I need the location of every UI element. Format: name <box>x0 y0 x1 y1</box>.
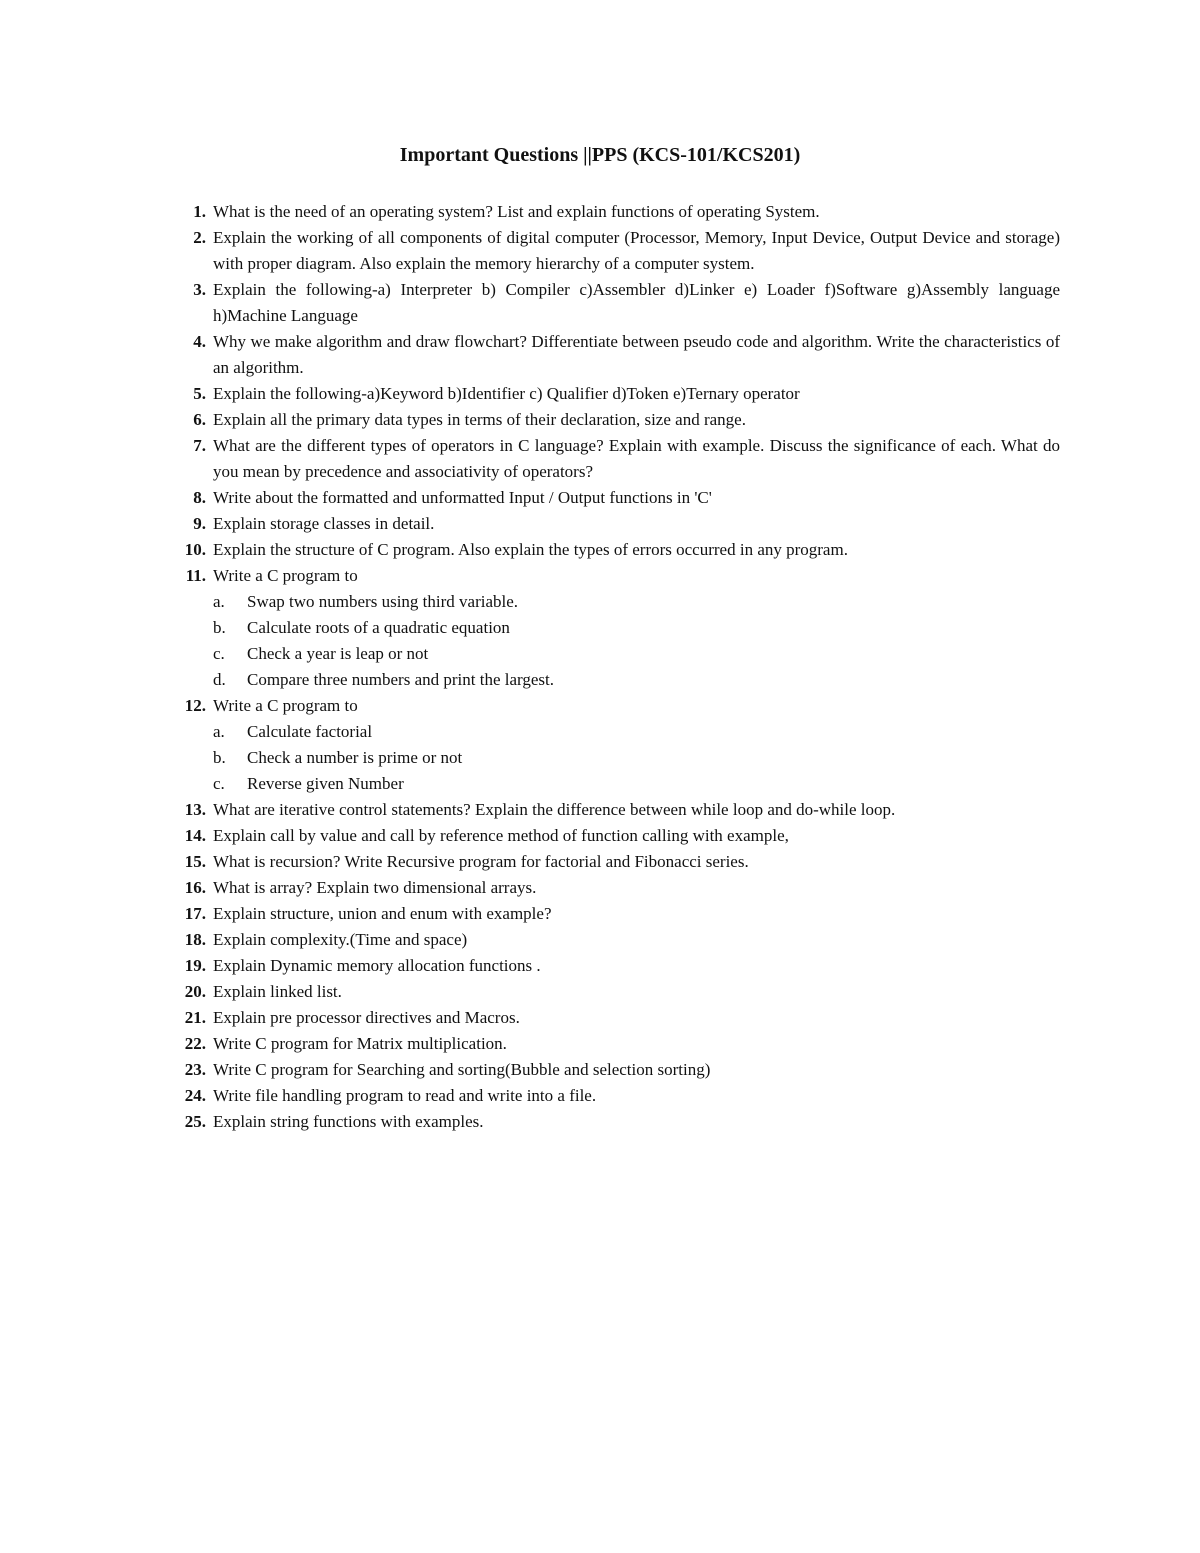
sub-question-text: Calculate roots of a quadratic equation <box>247 618 510 637</box>
question-item <box>168 953 1060 979</box>
question-item <box>168 1005 1060 1031</box>
question-number: 11. <box>185 566 206 585</box>
question-text: Explain the following-a) Interpreter b) Compiler c)Assembler d)Linker e) Loader f)Software g)Assembly language h)Machine Language <box>213 280 1060 325</box>
sub-question-text: Reverse given Number <box>247 774 404 793</box>
question-item <box>168 1083 1060 1109</box>
question-number: 20. <box>184 982 206 1001</box>
sub-question-letter: a. <box>213 722 225 741</box>
question-number: 6. <box>193 410 206 429</box>
question-text: Explain linked list. <box>213 982 342 1001</box>
question-number: 22. <box>184 1034 206 1053</box>
question-text: Explain the working of all components of digital computer (Processor, Memory, Input Device, Output Device and storage) with proper diagram. Also explain the memory hierarchy of a computer system. <box>213 228 1060 273</box>
question-number: 2. <box>193 228 206 247</box>
sub-question-list <box>213 719 1060 797</box>
question-text: What are iterative control statements? Explain the difference between while loop and do-while loop. <box>213 800 896 819</box>
question-text: What is array? Explain two dimensional arrays. <box>213 878 537 897</box>
sub-question-letter: b. <box>213 618 226 637</box>
question-text: What is recursion? Write Recursive program for factorial and Fibonacci series. <box>213 852 749 871</box>
question-item <box>168 823 1060 849</box>
page-title: Important Questions ||PPS (KCS-101/KCS201) <box>399 144 801 166</box>
question-item <box>168 563 1060 693</box>
question-number: 4. <box>193 332 206 351</box>
question-text: Why we make algorithm and draw flowchart? Differentiate between pseudo code and algorithm. Write the characteristics of an algorithm. <box>213 332 1060 377</box>
question-text: Explain complexity.(Time and space) <box>213 930 468 949</box>
question-number: 7. <box>193 436 206 455</box>
question-item <box>168 927 1060 953</box>
sub-question-letter: b. <box>213 748 226 767</box>
sub-question-letter: d. <box>213 670 226 689</box>
question-item <box>168 381 1060 407</box>
question-item <box>168 875 1060 901</box>
question-item <box>168 407 1060 433</box>
sub-question-letter: c. <box>213 644 225 663</box>
question-item <box>168 511 1060 537</box>
question-text: Explain all the primary data types in terms of their declaration, size and range. <box>213 410 746 429</box>
question-number: 15. <box>184 852 206 871</box>
question-text: Explain storage classes in detail. <box>213 514 435 533</box>
question-text: Explain pre processor directives and Macros. <box>213 1008 520 1027</box>
question-text: Write about the formatted and unformatted Input / Output functions in 'C' <box>213 488 712 507</box>
question-number: 1. <box>193 202 206 221</box>
question-number: 23. <box>184 1060 206 1079</box>
sub-question-text: Calculate factorial <box>247 722 373 741</box>
question-text: What are the different types of operators in C language? Explain with example. Discuss the significance of each. What do you mean by precedence and associativity of operators? <box>213 436 1060 481</box>
question-item <box>168 225 1060 277</box>
question-text: Write a C program to <box>213 566 358 585</box>
sub-question-letter: a. <box>213 592 225 611</box>
question-item <box>168 1057 1060 1083</box>
question-text: Explain the following-a)Keyword b)Identifier c) Qualifier d)Token e)Ternary operator <box>213 384 800 403</box>
question-number: 24. <box>184 1086 206 1105</box>
question-text: Write C program for Searching and sorting(Bubble and selection sorting) <box>213 1060 711 1079</box>
question-number: 25. <box>184 1112 206 1131</box>
question-item <box>168 329 1060 381</box>
question-text: Explain structure, union and enum with example? <box>213 904 552 923</box>
question-number: 5. <box>193 384 206 403</box>
question-item <box>168 1109 1060 1135</box>
sub-question-text: Swap two numbers using third variable. <box>247 592 519 611</box>
sub-question-item <box>213 719 1060 745</box>
question-number: 19. <box>184 956 206 975</box>
question-item <box>168 797 1060 823</box>
question-text: Write file handling program to read and write into a file. <box>213 1086 597 1105</box>
question-item <box>168 537 1060 563</box>
sub-question-list <box>213 589 1060 693</box>
question-number: 18. <box>184 930 206 949</box>
question-number: 3. <box>193 280 206 299</box>
question-text: Write C program for Matrix multiplication. <box>213 1034 507 1053</box>
question-item <box>168 199 1060 225</box>
question-number: 8. <box>193 488 206 507</box>
question-text: Write a C program to <box>213 696 358 715</box>
question-number: 17. <box>184 904 206 923</box>
question-text: Explain string functions with examples. <box>213 1112 484 1131</box>
sub-question-text: Compare three numbers and print the largest. <box>247 670 555 689</box>
question-number: 10. <box>184 540 206 559</box>
question-number: 13. <box>184 800 206 819</box>
question-item <box>168 693 1060 797</box>
question-text: Explain call by value and call by reference method of function calling with example, <box>213 826 789 845</box>
question-item <box>168 979 1060 1005</box>
question-number: 14. <box>184 826 206 845</box>
question-item <box>168 433 1060 485</box>
question-text: What is the need of an operating system? List and explain functions of operating System. <box>213 202 820 221</box>
question-number: 16. <box>184 878 206 897</box>
sub-question-letter: c. <box>213 774 225 793</box>
question-item <box>168 1031 1060 1057</box>
sub-question-item <box>213 589 1060 615</box>
question-item <box>168 485 1060 511</box>
question-list <box>168 199 1060 1135</box>
sub-question-item <box>213 771 1060 797</box>
sub-question-item <box>213 641 1060 667</box>
question-text: Explain the structure of C program. Also explain the types of errors occurred in any program. <box>213 540 848 559</box>
question-item <box>168 277 1060 329</box>
question-text: Explain Dynamic memory allocation functions . <box>213 956 541 975</box>
question-item <box>168 849 1060 875</box>
sub-question-text: Check a number is prime or not <box>247 748 463 767</box>
sub-question-item <box>213 615 1060 641</box>
question-item <box>168 901 1060 927</box>
question-number: 12. <box>184 696 206 715</box>
sub-question-item <box>213 667 1060 693</box>
question-number: 9. <box>193 514 206 533</box>
sub-question-text: Check a year is leap or not <box>247 644 429 663</box>
question-number: 21. <box>184 1008 206 1027</box>
sub-question-item <box>213 745 1060 771</box>
